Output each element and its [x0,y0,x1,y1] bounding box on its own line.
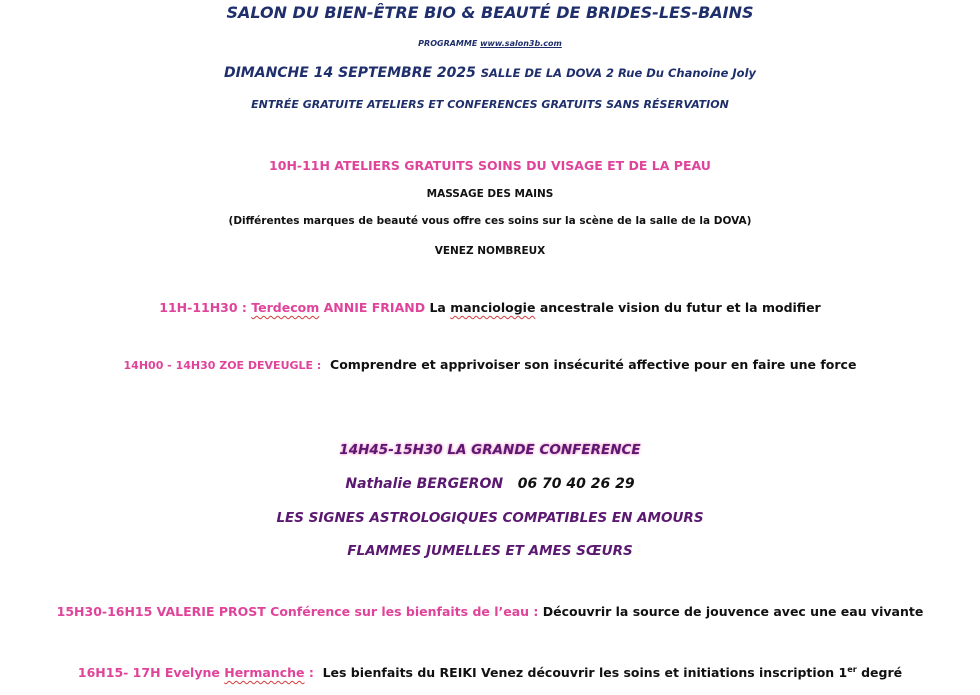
session-item-2 [0,357,980,372]
session-1-text-b: manciologie [450,300,536,315]
session-1-company: Terdecom [251,300,320,315]
entry-info: ENTRÉE GRATUITE ATELIERS ET CONFERENCES GRATUITS SANS RÉSERVATION [251,98,729,111]
conference-topic-2: FLAMMES JUMELLES ET AMES SŒURS [347,543,633,559]
session-1-time: 11H-11H30 : [159,300,247,315]
conference-topic-1: LES SIGNES ASTROLOGIQUES COMPATIBLES EN AMOURS [276,510,704,526]
workshop-title: 10H-11H ATELIERS GRATUITS SOINS DU VISAGE ET DE LA PEAU [269,158,711,173]
session-1-speaker: ANNIE FRIAND [323,300,426,315]
session-4-name: Hermanche [224,665,305,681]
session-item-3 [0,604,980,619]
workshop-subtitle: MASSAGE DES MAINS [426,188,554,200]
session-1-text-a: La [429,300,446,315]
workshop-call: VENEZ NOMBREUX [434,245,546,257]
programme-line [0,39,980,48]
date-venue-line [0,65,980,81]
session-3-time: 15H30-16H15 VALERIE PROST Conférence sur les bienfaits de l’eau : [56,604,539,619]
session-4-text-end: degré [861,665,903,681]
event-venue: SALLE DE LA DOVA 2 Rue Du Chanoine Joly [480,66,757,80]
programme-label: PROGRAMME [418,39,478,48]
session-2-text: Comprendre et apprivoiser son insécurité affective pour en faire une force [330,357,857,372]
session-2-time: 14H00 - 14H30 ZOE DEVEUGLE : [123,359,322,372]
event-date: DIMANCHE 14 SEPTEMBRE 2025 [223,65,476,81]
session-item-4 [0,664,980,680]
session-3-text: Découvrir la source de jouvence avec une eau vivante [542,604,924,619]
session-item-1 [0,300,980,315]
session-4-sup: er [847,664,857,674]
programme-link[interactable]: www.salon3b.com [480,39,562,48]
conference-speaker: Nathalie BERGERON [345,476,504,492]
conference-speaker-line [0,476,980,492]
session-4-colon: : [308,665,314,681]
workshop-note: (Différentes marques de beauté vous offre ces soins sur la scène de la salle de la DOVA) [228,215,752,227]
session-1-text-c: ancestrale vision du futur et la modifier [539,300,821,315]
page-title: SALON DU BIEN-ÊTRE BIO & BEAUTÉ DE BRIDES-LES-BAINS [226,3,754,22]
session-4-time: 16H15- 17H Evelyne [77,665,220,681]
conference-phone: 06 70 40 26 29 [517,476,635,492]
session-4-text: Les bienfaits du REIKI Venez découvrir les soins et initiations inscription 1 [322,665,848,681]
conference-title: 14H45-15H30 LA GRANDE CONFERENCE [339,442,641,458]
